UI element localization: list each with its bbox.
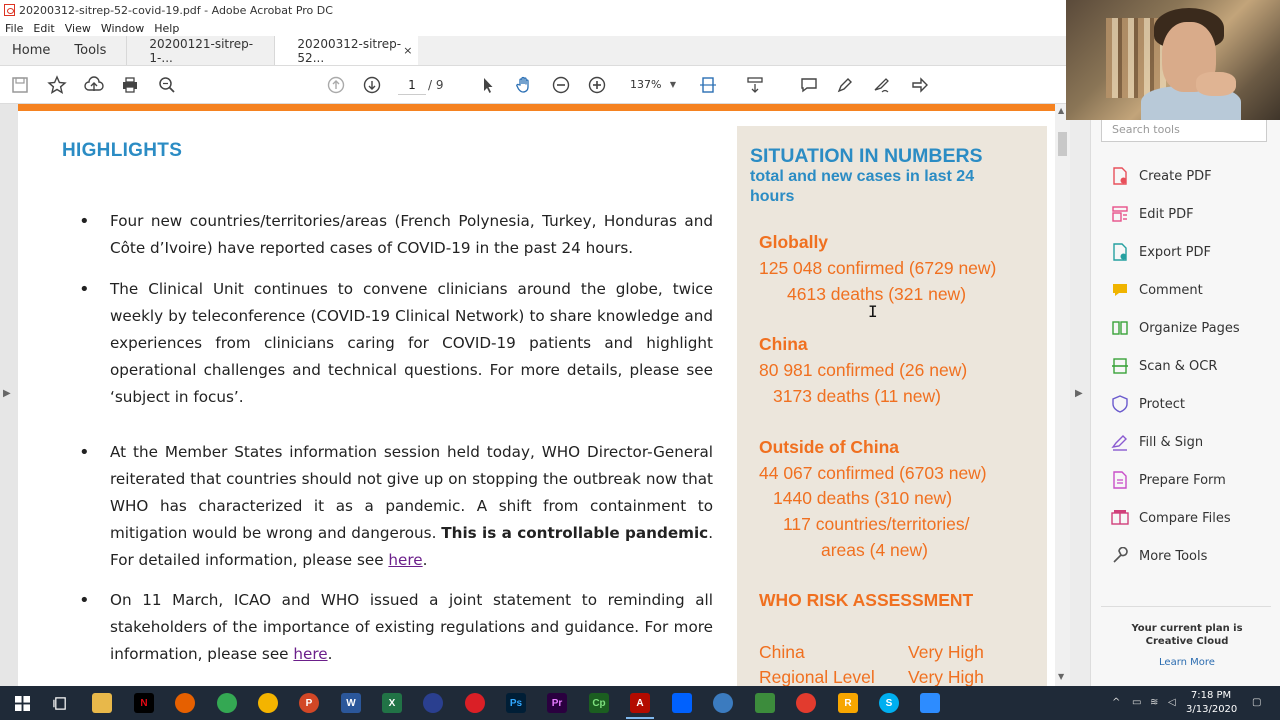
page-number-input[interactable]: 1 [398,75,426,95]
bullet-3-link[interactable]: here [388,551,423,569]
page-total: / 9 [428,78,444,92]
tab-document-2-label: 20200312-sitrep-52... [297,36,402,65]
situation-title: SITUATION IN NUMBERS [750,145,983,167]
situation-in-numbers-box [737,126,1047,686]
title-bar [0,0,1066,20]
tool-more-tools[interactable] [1111,545,1207,567]
china-label: China [759,334,808,354]
collapse-right-panel[interactable] [1070,104,1090,686]
creative-cloud-icon[interactable] [465,693,485,713]
tool-organize-pages-label: Organize Pages [1139,320,1240,336]
outside-china-deaths: 1440 deaths (310 new) [773,488,953,508]
globally-deaths: 4613 deaths (321 new) [787,284,967,304]
risk-level-china: Very High [908,642,984,662]
search-tools-input[interactable]: Search tools [1101,118,1267,142]
fit-page-icon[interactable] [697,74,719,96]
bullet-item-1 [110,208,713,262]
bullet-4-link[interactable]: here [293,645,328,663]
toolbar [0,66,1066,104]
china-confirmed: 80 981 confirmed (26 new) [759,360,968,380]
clock-date: 3/13/2020 [1186,704,1238,715]
scrollbar-thumb[interactable] [1058,132,1067,156]
webcam-overlay [1066,0,1280,120]
bullet-3-text-b: . For detailed information, please see [110,524,714,569]
tool-create-pdf-label: Create PDF [1139,168,1212,184]
menu-bar [0,20,1066,36]
tool-scan-ocr[interactable] [1111,355,1217,377]
network-icon[interactable]: ▭ [1132,697,1142,708]
bullet-4-text-c: . [327,645,333,663]
globally-confirmed: 125 048 confirmed (6729 new) [759,258,997,278]
volume-icon[interactable]: ◁ [1168,697,1176,708]
tool-export-pdf-label: Export PDF [1139,244,1212,260]
premiere-icon[interactable]: Pr [547,693,567,713]
select-cursor-icon[interactable] [477,74,499,96]
risk-level-regional: Very High [908,667,984,686]
skype-icon[interactable]: S [879,693,899,713]
save-icon[interactable] [9,74,31,96]
outside-china-countries: 117 countries/territories/ [783,514,970,534]
upload-cloud-icon[interactable] [83,74,105,96]
menu-window[interactable]: Window [100,21,145,35]
zoom-in-icon[interactable] [586,74,608,96]
risk-region-regional: Regional Level [759,667,875,686]
excel-icon[interactable]: X [382,693,402,713]
system-clock[interactable] [1186,689,1236,717]
bullet-1-text: Four new countries/territories/areas (French Polynesia, Turkey, Honduras and Côte d’Ivoire) have reported cases of COVID-19 in the past 24 hours. [110,212,713,257]
scroll-mode-icon[interactable] [744,74,766,96]
bullet-4-text-a: On 11 March, ICAO and WHO issued a joint statement to reminding all stakeholders of the importance of existing regulations and guidance. For more information, please see [110,591,713,663]
netflix-icon[interactable]: N [134,693,154,713]
tab-document-2[interactable] [274,36,418,65]
notifications-icon[interactable]: ▢ [1252,697,1262,708]
highlights-heading: HIGHLIGHTS [62,140,183,161]
bookmark-star-icon[interactable] [46,74,68,96]
tool-fill-sign[interactable] [1111,431,1203,453]
bullet-3-text-a: At the Member States information session held today, WHO Director-General reiterated that countries should not give up on stopping the outbreak now that WHO has characterized it as a pandemic. A shift from containment to mitigation would be wrong and dangerous. [110,443,713,542]
bullet-2-text: The Clinical Unit continues to convene clinicians around the globe, twice weekly by teleconference (COVID-19 Clinical Network) to share knowledge and experiences from clinicians caring for COVID-19 patients and highlight operational challenges and technical questions. For more details, please see ‘subject in focus’. [110,280,713,406]
highlight-pen-icon[interactable] [834,74,856,96]
comment-icon[interactable] [798,74,820,96]
share-icon[interactable] [908,74,930,96]
webcam-person-hand [1196,72,1236,96]
windows-start-icon[interactable] [12,693,32,713]
chrome-icon[interactable] [217,693,237,713]
powerpoint-icon[interactable]: P [299,693,319,713]
acrobat-app-icon [4,4,15,16]
tab-document-1[interactable] [126,36,274,65]
risk-assessment-title: WHO RISK ASSESSMENT [759,590,974,610]
organize-pages-icon [1111,319,1129,337]
menu-edit[interactable]: Edit [33,21,55,35]
zoom-level-value: 137% [630,78,662,91]
tab-document-1-label: 20200121-sitrep-1-... [149,36,254,65]
bullet-item-2 [110,276,713,411]
tab-bar [0,36,1066,66]
tool-create-pdf[interactable] [1111,165,1212,187]
bullet-3-text-c: . [422,551,428,569]
outside-china-confirmed: 44 067 confirmed (6703 new) [759,463,987,483]
previous-page-icon[interactable] [325,74,347,96]
learn-more-link[interactable]: Learn More [1159,657,1215,668]
tools-panel [1090,104,1280,686]
tool-more-tools-label: More Tools [1139,548,1208,564]
tool-organize-pages[interactable] [1111,317,1240,339]
zoom-level-select[interactable] [620,75,680,95]
window-title: 20200312-sitrep-52-covid-19.pdf - Adobe Acrobat Pro DC [19,3,333,17]
edit-pdf-icon [1111,205,1129,223]
document-viewport[interactable] [0,104,1070,686]
page-header-strip [18,104,1055,111]
tool-edit-pdf-label: Edit PDF [1139,206,1194,222]
photoshop-icon[interactable]: Ps [506,693,526,713]
wifi-icon[interactable]: ≋ [1150,697,1159,708]
app-icon-13[interactable] [713,693,733,713]
comment-tool-icon [1111,281,1129,299]
scan-ocr-icon [1111,357,1129,375]
zoom-out-icon[interactable] [550,74,572,96]
export-pdf-icon [1111,243,1129,261]
sign-icon[interactable] [871,74,893,96]
tool-protect[interactable] [1111,393,1185,415]
situation-subtitle: total and new cases in last 24 hours [750,168,975,205]
app-icon-15[interactable] [796,693,816,713]
tool-fill-sign-label: Fill & Sign [1139,434,1204,450]
compare-files-icon [1111,509,1129,527]
scroll-up-icon[interactable]: ▲ [1058,106,1065,115]
tool-comment-label: Comment [1139,282,1203,298]
create-pdf-icon [1111,167,1129,185]
plan-text: Your current plan is Creative Cloud [1131,623,1243,647]
file-explorer-icon[interactable] [92,693,112,713]
bullet-item-3 [110,439,713,574]
outside-china-countries-new: areas (4 new) [821,540,928,560]
protect-icon [1111,395,1129,413]
app-icon-16[interactable]: R [838,693,858,713]
tool-compare-files-label: Compare Files [1139,510,1231,526]
tool-comment[interactable] [1111,279,1203,301]
tool-prepare-form[interactable] [1111,469,1226,491]
tool-compare-files[interactable] [1111,507,1231,529]
bullet-item-4 [110,587,713,668]
hand-tool-icon[interactable] [513,74,535,96]
china-deaths: 3173 deaths (11 new) [773,386,941,406]
globally-label: Globally [759,232,829,252]
tab-tools[interactable]: Tools [74,43,107,58]
print-icon[interactable] [119,74,141,96]
fill-sign-icon [1111,433,1129,451]
tool-protect-label: Protect [1139,396,1185,412]
menu-help[interactable]: Help [154,21,180,35]
pdf-page [18,104,1055,686]
tab-close-icon[interactable]: × [403,44,413,57]
scroll-down-icon[interactable]: ▼ [1058,672,1065,681]
menu-file[interactable]: File [5,21,24,35]
dropbox-icon[interactable] [672,693,692,713]
vpn-icon[interactable] [423,693,443,713]
tool-prepare-form-label: Prepare Form [1139,472,1226,488]
bullet-3-bold: This is a controllable pandemic [441,524,709,542]
risk-region-china: China [759,642,805,662]
search-zoom-icon[interactable] [156,74,178,96]
zoom-icon[interactable] [920,693,940,713]
firefox-icon[interactable] [175,693,195,713]
app-icon-14[interactable] [755,693,775,713]
task-view-icon[interactable] [50,693,70,713]
tray-chevron-icon[interactable]: ^ [1112,697,1121,708]
tab-home[interactable]: Home [12,43,51,58]
expand-left-panel-icon[interactable]: ▶ [3,388,11,399]
tool-edit-pdf[interactable] [1111,203,1194,225]
collapse-right-panel-icon[interactable]: ▶ [1075,388,1083,399]
menu-view[interactable]: View [64,21,91,35]
text-cursor-icon: I [868,302,878,321]
clock-time: 7:18 PM [1190,690,1232,701]
prepare-form-icon [1111,471,1129,489]
more-tools-icon [1111,547,1129,565]
word-icon[interactable]: W [341,693,361,713]
chrome-canary-icon[interactable] [258,693,278,713]
captivate-icon[interactable]: Cp [589,693,609,713]
chevron-down-icon: ▼ [669,80,676,89]
outside-china-label: Outside of China [759,437,899,457]
tool-export-pdf[interactable] [1111,241,1211,263]
next-page-icon[interactable] [361,74,383,96]
windows-taskbar [0,686,1280,720]
tool-scan-ocr-label: Scan & OCR [1139,358,1218,374]
acrobat-taskbar-icon[interactable]: A [630,693,650,713]
plan-divider [1101,606,1271,607]
document-scrollbar[interactable] [1055,104,1070,686]
